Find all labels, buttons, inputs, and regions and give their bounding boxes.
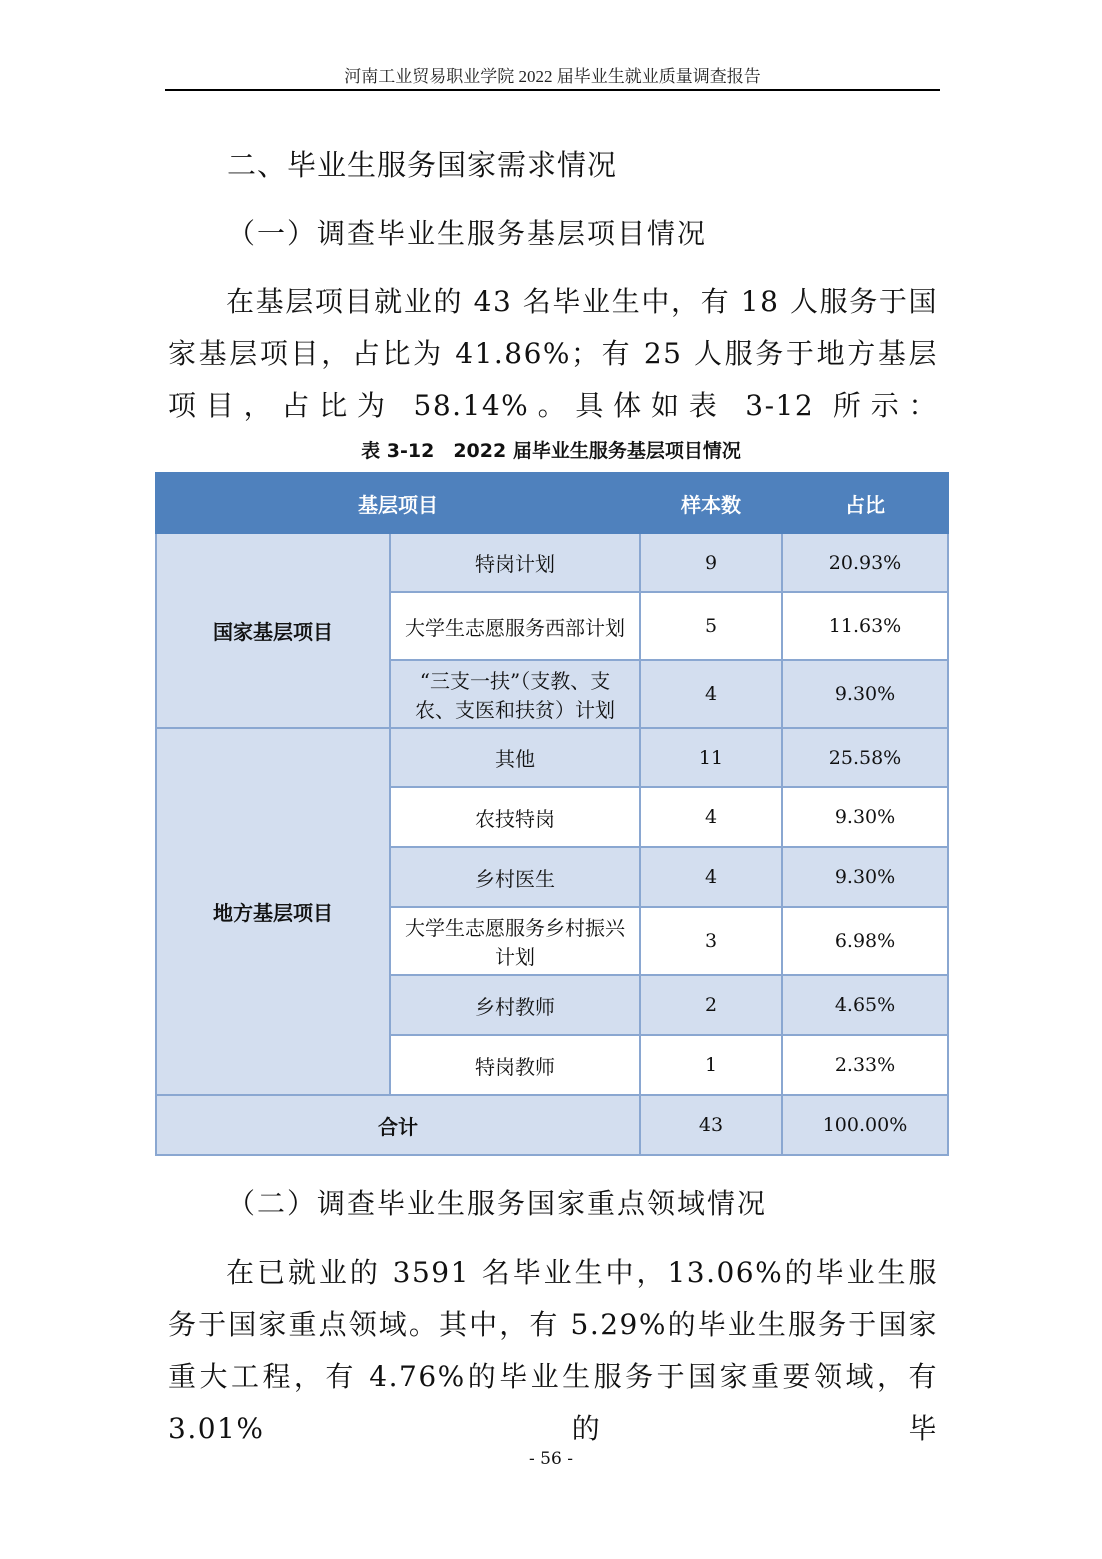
section-title: 二、毕业生服务国家需求情况 [227, 148, 618, 182]
table-row [156, 728, 948, 787]
subsection-title-2: （二）调查毕业生服务国家重点领域情况 [227, 1187, 768, 1220]
row-ratio: 9.30% [782, 847, 948, 907]
paragraph-1: 在基层项目就业的 43 名毕业生中，有 18 人服务于国家基层项目，占比为 41.86%；有 25 人服务于地方基层项目，占比为 58.14%。具体如表 3-12 所示： [168, 285, 938, 422]
row-ratio: 9.30% [782, 660, 948, 728]
row-item: 其他 [390, 728, 640, 787]
row-ratio: 9.30% [782, 787, 948, 847]
row-count: 3 [640, 907, 782, 975]
row-ratio: 6.98% [782, 907, 948, 975]
row-item: 农技特岗 [390, 787, 640, 847]
row-item: “三支一扶”（支教、支农、支医和扶贫）计划 [390, 660, 640, 728]
total-row [156, 1095, 948, 1155]
group-local: 地方基层项目 [156, 728, 390, 1095]
row-item: 特岗教师 [390, 1035, 640, 1095]
subsection-title-1: （一）调查毕业生服务基层项目情况 [227, 217, 708, 250]
row-ratio: 4.65% [782, 975, 948, 1035]
row-item: 大学生志愿服务西部计划 [390, 592, 640, 660]
row-count: 11 [640, 728, 782, 787]
paragraph-2: 在已就业的 3591 名毕业生中，13.06%的毕业生服务于国家重点领域。其中，有 5.29%的毕业生服务于国家重大工程，有 4.76%的毕业生服务于国家重要领域，有 3.01%的毕 [168, 1256, 938, 1445]
header-ratio: 占比 [782, 473, 948, 533]
table-header-row [156, 473, 948, 533]
row-count: 4 [640, 787, 782, 847]
total-count: 43 [640, 1095, 782, 1155]
group-national: 国家基层项目 [156, 533, 390, 728]
page-number: - 56 - [529, 1449, 573, 1469]
row-count: 5 [640, 592, 782, 660]
grassroots-table [155, 472, 949, 1156]
total-label: 合计 [156, 1095, 640, 1155]
header-rule [165, 89, 940, 91]
row-item: 特岗计划 [390, 533, 640, 592]
table-row [156, 533, 948, 592]
total-ratio: 100.00% [782, 1095, 948, 1155]
row-count: 2 [640, 975, 782, 1035]
row-ratio: 2.33% [782, 1035, 948, 1095]
row-item: 大学生志愿服务乡村振兴计划 [390, 907, 640, 975]
row-ratio: 20.93% [782, 533, 948, 592]
row-count: 4 [640, 847, 782, 907]
row-count: 9 [640, 533, 782, 592]
table-caption: 表 3-12 2022 届毕业生服务基层项目情况 [361, 440, 741, 462]
header-project: 基层项目 [156, 473, 640, 533]
row-item: 乡村教师 [390, 975, 640, 1035]
header-count: 样本数 [640, 473, 782, 533]
page-header: 河南工业贸易职业学院 2022 届毕业生就业质量调查报告 [344, 67, 761, 86]
row-count: 1 [640, 1035, 782, 1095]
row-count: 4 [640, 660, 782, 728]
row-ratio: 25.58% [782, 728, 948, 787]
row-ratio: 11.63% [782, 592, 948, 660]
row-item: 乡村医生 [390, 847, 640, 907]
